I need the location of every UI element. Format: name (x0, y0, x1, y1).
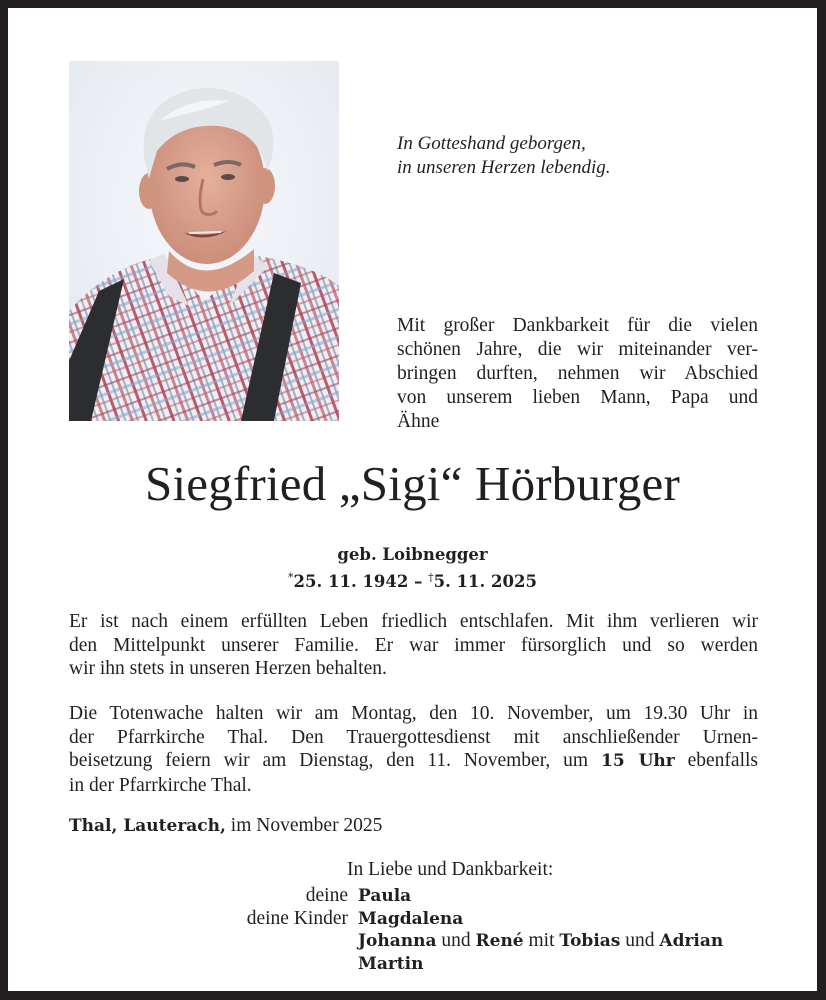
paragraph-line: der Pfarrkirche Thal. Den Trauergottesdienst mit anschließender Urnen- (69, 726, 758, 748)
deceased-name: Siegfried „Sigi“ Hörburger (145, 456, 680, 511)
connector-text: und (436, 930, 476, 951)
motto-line-1: In Gotteshand geborgen, (397, 133, 586, 154)
birth-star-icon: * (288, 571, 294, 584)
relation-label: deine (305, 885, 348, 906)
mourner-name: Tobias (559, 931, 621, 951)
mourner-name: René (475, 931, 524, 951)
relation-label: deine Kinder (246, 907, 348, 929)
place-names: Thal, Lauterach, (69, 816, 226, 836)
paragraph-remembrance (69, 610, 758, 681)
signature-row (8, 953, 817, 976)
signature-intro (347, 859, 553, 881)
intro-text (397, 314, 758, 434)
intro-line: schönen Jahre, die wir miteinander ver- (397, 339, 758, 360)
portrait-image (69, 61, 339, 421)
signature-list (8, 885, 817, 975)
intro-line: bringen durften, nehmen wir Abschied (397, 363, 758, 384)
paragraph-service-details (69, 702, 758, 798)
mourner-name: Magdalena (358, 908, 464, 929)
death-cross-icon: † (428, 571, 434, 584)
mourner-name: Martin (358, 953, 424, 974)
paragraph-line: Die Totenwache halten wir am Montag, den 10. November, um 19.30 Uhr in (69, 703, 758, 724)
life-dates (8, 567, 817, 593)
mourner-names (358, 953, 423, 976)
signature-row (8, 930, 817, 953)
intro-line: von unserem lieben Mann, Papa und (397, 387, 758, 408)
mourner-name: Paula (358, 886, 412, 906)
signature-row (8, 908, 817, 931)
motto-verse (397, 132, 611, 180)
paragraph-line (69, 749, 758, 774)
service-text: beisetzung feiern wir am Dienstag, den 11. November, um (69, 750, 601, 772)
death-date: 5. 11. 2025 (433, 572, 537, 591)
signature-intro-text: In Liebe und Dankbarkeit: (347, 859, 554, 880)
connector-text: und (620, 930, 660, 951)
place-month: im November 2025 (225, 815, 383, 836)
paragraph-line: Er ist nach einem erfüllten Leben friedlich entschlafen. Mit ihm verlieren wir (69, 611, 758, 632)
connector-text: mit (523, 930, 560, 951)
paragraph-line: in der Pfarrkirche Thal. (69, 775, 252, 797)
mourner-names (358, 930, 723, 953)
portrait-photo (69, 61, 339, 421)
paragraph-line: den Mittelpunkt unserer Familie. Er war immer fürsorglich und so werden (69, 634, 758, 656)
place-date-line (69, 814, 382, 838)
mourner-name: Adrian (659, 931, 724, 951)
mourner-names (358, 908, 463, 931)
intro-line: Ähne (397, 411, 440, 432)
obituary-notice (8, 8, 817, 991)
signature-row (8, 885, 817, 908)
mourner-name: Johanna (358, 931, 437, 951)
paragraph-line: wir ihn stets in unseren Herzen behalten. (69, 658, 387, 680)
date-dash: – (408, 572, 429, 591)
service-time: 15 Uhr (601, 751, 675, 772)
birth-name: geb. Loibnegger (337, 545, 488, 564)
birth-date: 25. 11. 1942 (293, 572, 409, 591)
mourner-names (358, 885, 411, 908)
intro-line: Mit großer Dankbarkeit für die vielen (397, 315, 758, 336)
motto-line-2: in unseren Herzen lebendig. (397, 157, 611, 178)
service-text: ebenfalls (674, 750, 759, 772)
